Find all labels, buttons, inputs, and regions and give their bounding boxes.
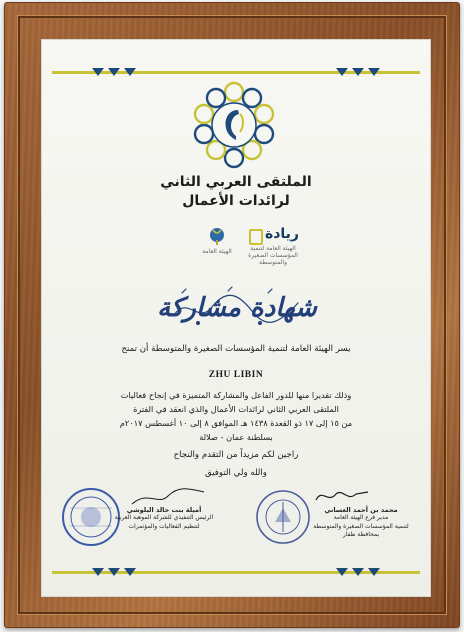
left-signatory [104, 506, 224, 531]
closing-line-2: والله ولي التوفيق [205, 468, 267, 478]
left-signatory-role1: الرئيس التنفيذي للشركة الموهبة العربية [114, 514, 214, 522]
right-signatory [302, 506, 420, 540]
intro-line: يسر الهيئة العامة لتنمية المؤسسات الصغيرة والمتوسطة أن تمنح [121, 344, 351, 354]
riyada-wordmark: ريادة [264, 226, 299, 242]
sponsor-left-caption: الهيئة العامة [202, 248, 232, 255]
left-signature-scribble [128, 486, 208, 508]
forum-title-line2: لرائدات الأعمال [182, 193, 290, 209]
left-signatory-name: أميلة بنت خالد البلوشي [126, 506, 202, 514]
body-line-1: وذلك تقديرا منها للدور الفاعل والمشاركة المتميزة في إنجاح فعاليات [120, 390, 352, 400]
right-signatory-role2: لتنمية المؤسسات الصغيرة والمتوسطة [313, 522, 409, 530]
right-signatory-role3: بمحافظة ظفار [342, 531, 380, 539]
recipient-name: ZHU LIBIN [208, 370, 264, 380]
body-line-4: بسلطنة عمان - صلالة [199, 432, 273, 442]
forum-title-line1: الملتقى العربي الثاني [160, 174, 312, 190]
riyada-logo-icon [249, 229, 263, 245]
forum-flower-logo [186, 80, 282, 170]
bottom-ornament-band [52, 568, 420, 576]
right-signature-scribble [312, 486, 372, 506]
wooden-frame [4, 2, 460, 628]
top-ornament-band [52, 68, 420, 76]
right-signatory-name: محمد بن أحمد الغساني [324, 506, 398, 514]
sponsor-riyada [238, 226, 308, 266]
body-line-3: من ١٥ إلى ١٧ ذو القعدة ١٤٣٨ هـ الموافق ٨ إلى ١٠ أغسطس ٢٠١٧م [119, 418, 353, 428]
certificate-paper [42, 40, 430, 596]
closing-line-1: راجين لكم مزيداً من التقدم والنجاح [173, 450, 299, 460]
sponsor-left [192, 226, 242, 255]
body-line-2: الملتقى العربي الثاني لرائدات الأعمال والذي انعقد في الفترة [133, 404, 339, 414]
certificate-title: شهادة مشاركة [157, 293, 317, 323]
left-signatory-role2: لتنظيم الفعاليات والمؤتمرات [128, 522, 200, 530]
right-signatory-role1: مدير فرع الهيئة العامة [333, 514, 389, 522]
globe-figure-icon [207, 226, 227, 246]
riyada-caption: الهيئة العامة لتنمية المؤسسات الصغيرة والمتوسطة [248, 244, 298, 266]
